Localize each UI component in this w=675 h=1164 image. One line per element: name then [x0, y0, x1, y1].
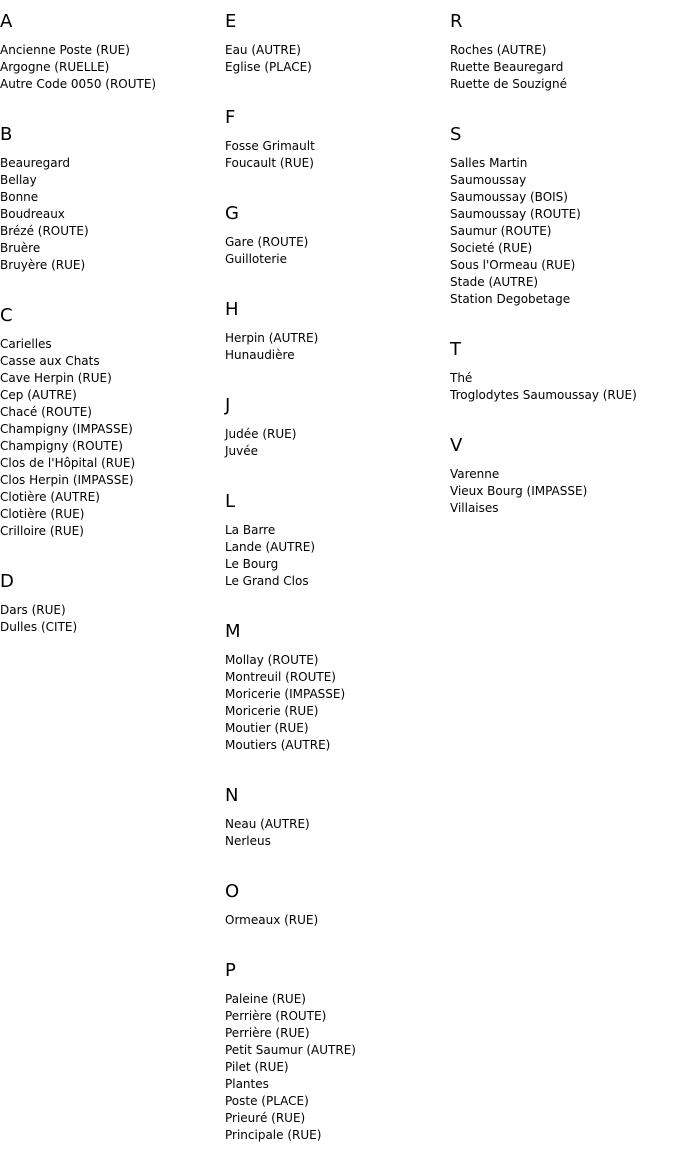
letter-heading: T	[450, 339, 461, 360]
group-spacer	[225, 172, 450, 192]
letter-group-o	[225, 870, 450, 929]
group-spacer	[0, 93, 225, 113]
group-spacer	[225, 460, 450, 480]
street-link[interactable]: Juvée	[225, 444, 259, 458]
street-link[interactable]: Carielles	[0, 337, 52, 351]
letter-heading: H	[225, 299, 239, 320]
group-spacer	[225, 850, 450, 870]
street-list	[225, 816, 450, 850]
group-spacer	[0, 540, 225, 560]
group-spacer	[0, 636, 225, 656]
street-link[interactable]: Bruère	[0, 241, 41, 255]
street-link[interactable]: Petit Saumur (AUTRE)	[225, 1043, 356, 1057]
street-link[interactable]: Station Degobetage	[450, 292, 571, 306]
street-link[interactable]: Ruette de Souzigné	[450, 77, 568, 91]
group-spacer	[450, 404, 675, 424]
street-link[interactable]: Le Grand Clos	[225, 574, 309, 588]
letter-group-t	[450, 328, 675, 404]
street-link[interactable]: Herpin (AUTRE)	[225, 331, 319, 345]
street-link[interactable]: Brézé (ROUTE)	[0, 224, 89, 238]
street-list	[450, 370, 675, 404]
street-link[interactable]: Villaises	[450, 501, 499, 515]
street-list	[0, 42, 225, 93]
street-link[interactable]: Saumur (ROUTE)	[450, 224, 552, 238]
letter-heading: M	[225, 621, 241, 642]
letter-group-g	[225, 192, 450, 268]
letter-heading: D	[0, 571, 14, 592]
letter-heading: A	[0, 11, 13, 32]
street-link[interactable]: Montreuil (ROUTE)	[225, 670, 336, 684]
letter-group-e	[225, 0, 450, 76]
street-list	[225, 991, 450, 1144]
letter-group-h	[225, 288, 450, 364]
street-link[interactable]: Hunaudière	[225, 348, 295, 362]
street-list	[225, 234, 450, 268]
street-link[interactable]: Perrière (ROUTE)	[225, 1009, 327, 1023]
street-list	[0, 155, 225, 274]
street-link[interactable]: Bruyère (RUE)	[0, 258, 86, 272]
street-list	[0, 336, 225, 540]
street-link[interactable]: Neau (AUTRE)	[225, 817, 310, 831]
street-link[interactable]: Prieuré (RUE)	[225, 1111, 306, 1125]
street-link[interactable]: Cep (AUTRE)	[0, 388, 77, 402]
street-list	[450, 42, 675, 93]
letter-group-p	[225, 949, 450, 1144]
street-list	[225, 426, 450, 460]
street-link[interactable]: Sous l'Ormeau (RUE)	[450, 258, 576, 272]
street-link[interactable]: Paleine (RUE)	[225, 992, 306, 1006]
letter-group-f	[225, 96, 450, 172]
letter-heading: J	[225, 395, 231, 416]
street-list	[225, 42, 450, 76]
street-link[interactable]: Ancienne Poste (RUE)	[0, 43, 130, 57]
street-link[interactable]: Poste (PLACE)	[225, 1094, 309, 1108]
street-link[interactable]: Casse aux Chats	[0, 354, 100, 368]
street-link[interactable]: Boudreaux	[0, 207, 65, 221]
group-spacer	[450, 308, 675, 328]
letter-group-l	[225, 480, 450, 590]
index-column-1	[0, 0, 225, 656]
street-link[interactable]: Moutier (RUE)	[225, 721, 309, 735]
street-link[interactable]: Bonne	[0, 190, 39, 204]
street-link[interactable]: Dulles (CITE)	[0, 620, 78, 634]
street-link[interactable]: Thé	[450, 371, 473, 385]
street-link[interactable]: Chacé (ROUTE)	[0, 405, 92, 419]
street-link[interactable]: Argogne (RUELLE)	[0, 60, 110, 74]
street-link[interactable]: Mollay (ROUTE)	[225, 653, 319, 667]
street-link[interactable]: Pilet (RUE)	[225, 1060, 289, 1074]
street-link[interactable]: Champigny (IMPASSE)	[0, 422, 133, 436]
letter-group-r	[450, 0, 675, 93]
street-link[interactable]: Gare (ROUTE)	[225, 235, 309, 249]
street-link[interactable]: Societé (RUE)	[450, 241, 533, 255]
letter-group-v	[450, 424, 675, 517]
street-list	[225, 330, 450, 364]
letter-heading: E	[225, 11, 237, 32]
street-link[interactable]: Fosse Grimault	[225, 139, 315, 153]
group-spacer	[225, 268, 450, 288]
street-link[interactable]: Crilloire (RUE)	[0, 524, 84, 538]
index-column-3	[450, 0, 675, 537]
street-link[interactable]: Principale (RUE)	[225, 1128, 322, 1142]
letter-group-b	[0, 113, 225, 274]
group-spacer	[225, 590, 450, 610]
letter-group-s	[450, 113, 675, 308]
street-link[interactable]: Nerleus	[225, 834, 271, 848]
street-link[interactable]: Salles Martin	[450, 156, 528, 170]
street-link[interactable]: Ormeaux (RUE)	[225, 913, 319, 927]
street-list	[225, 522, 450, 590]
street-link[interactable]: Foucault (RUE)	[225, 156, 314, 170]
letter-group-a	[0, 0, 225, 93]
street-list	[450, 466, 675, 517]
street-link[interactable]: La Barre	[225, 523, 276, 537]
street-link[interactable]: Moricerie (IMPASSE)	[225, 687, 346, 701]
group-spacer	[225, 754, 450, 774]
street-link[interactable]: Saumoussay (BOIS)	[450, 190, 568, 204]
street-link[interactable]: Autre Code 0050 (ROUTE)	[0, 77, 157, 91]
street-list	[0, 602, 225, 636]
letter-group-d	[0, 560, 225, 636]
letter-heading: L	[225, 491, 236, 512]
street-list	[450, 155, 675, 308]
group-spacer	[225, 76, 450, 96]
group-spacer	[225, 929, 450, 949]
street-link[interactable]: Beauregard	[0, 156, 70, 170]
index-column-2	[225, 0, 450, 1164]
street-link[interactable]: Saumoussay	[450, 173, 527, 187]
street-link[interactable]: Clos Herpin (IMPASSE)	[0, 473, 134, 487]
letter-heading: S	[450, 124, 462, 145]
street-link[interactable]: Varenne	[450, 467, 500, 481]
letter-heading: P	[225, 960, 236, 981]
street-link[interactable]: Clotière (AUTRE)	[0, 490, 100, 504]
group-spacer	[225, 364, 450, 384]
letter-heading: C	[0, 305, 13, 326]
street-link[interactable]: Le Bourg	[225, 557, 279, 571]
letter-heading: O	[225, 881, 240, 902]
group-spacer	[450, 517, 675, 537]
street-link[interactable]: Stade (AUTRE)	[450, 275, 539, 289]
street-link[interactable]: Clos de l'Hôpital (RUE)	[0, 456, 136, 470]
letter-heading: G	[225, 203, 239, 224]
street-link[interactable]: Clotière (RUE)	[0, 507, 85, 521]
street-link[interactable]: Dars (RUE)	[0, 603, 66, 617]
street-link[interactable]: Cave Herpin (RUE)	[0, 371, 112, 385]
street-link[interactable]: Ruette Beauregard	[450, 60, 564, 74]
street-link[interactable]: Champigny (ROUTE)	[0, 439, 123, 453]
letter-group-j	[225, 384, 450, 460]
group-spacer	[0, 274, 225, 294]
group-spacer	[225, 1144, 450, 1164]
street-link[interactable]: Lande (AUTRE)	[225, 540, 316, 554]
letter-group-c	[0, 294, 225, 540]
letter-heading: N	[225, 785, 239, 806]
street-link[interactable]: Judée (RUE)	[225, 427, 297, 441]
street-link[interactable]: Guilloterie	[225, 252, 287, 266]
letter-heading: B	[0, 124, 13, 145]
street-link[interactable]: Troglodytes Saumoussay (RUE)	[450, 388, 637, 402]
street-link[interactable]: Moutiers (AUTRE)	[225, 738, 331, 752]
street-link[interactable]: Eau (AUTRE)	[225, 43, 301, 57]
letter-group-n	[225, 774, 450, 850]
street-list	[225, 912, 450, 929]
street-link[interactable]: Saumoussay (ROUTE)	[450, 207, 581, 221]
street-link[interactable]: Eglise (PLACE)	[225, 60, 312, 74]
street-list	[225, 652, 450, 754]
letter-heading: R	[450, 11, 463, 32]
letter-group-m	[225, 610, 450, 754]
group-spacer	[450, 93, 675, 113]
letter-heading: F	[225, 107, 236, 128]
street-link[interactable]: Bellay	[0, 173, 37, 187]
letter-heading: V	[450, 435, 463, 456]
street-link[interactable]: Vieux Bourg (IMPASSE)	[450, 484, 588, 498]
street-link[interactable]: Perrière (RUE)	[225, 1026, 310, 1040]
street-link[interactable]: Roches (AUTRE)	[450, 43, 547, 57]
street-link[interactable]: Moricerie (RUE)	[225, 704, 319, 718]
street-link[interactable]: Plantes	[225, 1077, 269, 1091]
street-list	[225, 138, 450, 172]
